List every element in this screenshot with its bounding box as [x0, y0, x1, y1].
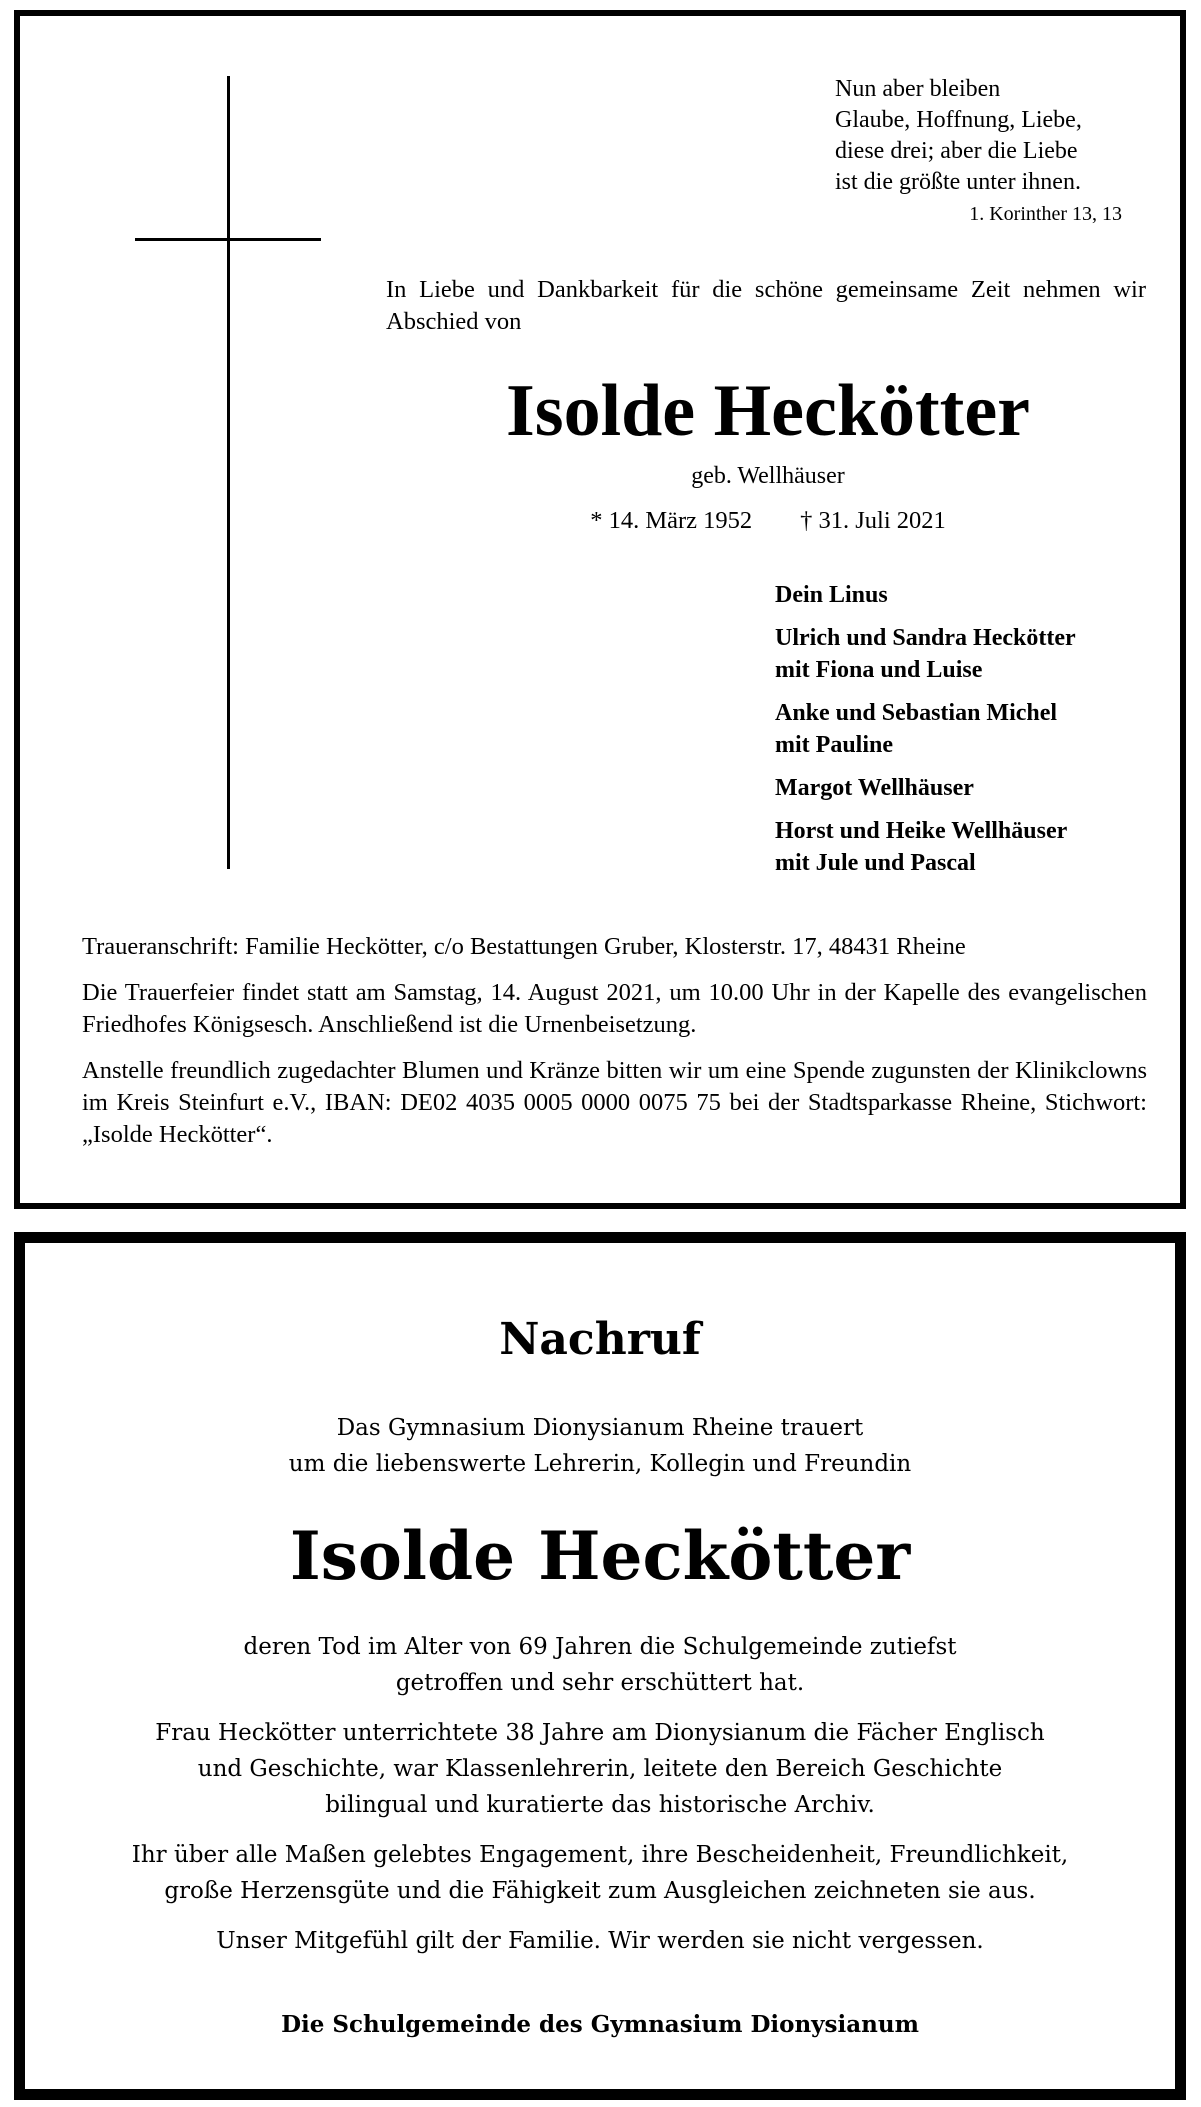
- nachruf-name: Isolde Heckötter: [289, 1517, 911, 1595]
- deceased-name: Isolde Heckötter: [505, 370, 1031, 452]
- dagger-icon: †: [800, 507, 813, 534]
- death-notice: [14, 10, 1186, 1209]
- mourner-line: Anke und Sebastian Michel: [775, 700, 1058, 726]
- nachruf-line: und Geschichte, war Klassenlehrerin, leitete den Bereich Geschichte: [197, 1756, 1003, 1782]
- life-dates: [380, 506, 1156, 536]
- nachruf-line: große Herzensgüte und die Fähigkeit zum Ausgleichen zeichneten sie aus.: [164, 1878, 1036, 1904]
- nachruf-line: Ihr über alle Maßen gelebtes Engagement, ihre Bescheidenheit, Freundlichkeit,: [131, 1842, 1069, 1868]
- mourner-entry: [775, 579, 1155, 611]
- verse-line: diese drei; aber die Liebe: [835, 138, 1078, 164]
- nachruf-paragraph: [85, 1923, 1115, 1959]
- mourner-line: Horst und Heike Wellhäuser: [775, 818, 1068, 844]
- notice-details: [82, 931, 1147, 1165]
- nachruf-paragraph: [85, 1629, 1115, 1701]
- nachruf-signature: Die Schulgemeinde des Gymnasium Dionysianum: [281, 2011, 919, 2038]
- nachruf-line: getroffen und sehr erschüttert hat.: [395, 1670, 805, 1696]
- death-date: 31. Juli 2021: [818, 507, 946, 534]
- verse-reference: 1. Korinther 13, 13: [969, 203, 1122, 225]
- mourner-line: Margot Wellhäuser: [775, 775, 974, 801]
- funeral-info: Die Trauerfeier findet statt am Samstag, 14. August 2021, um 10.00 Uhr in der Kapelle des evangelischen Friedhofes Königsesch. Anschließend ist die Urnenbeisetzung.: [82, 979, 1147, 1038]
- nachruf-body: [85, 1629, 1115, 1973]
- nachruf-paragraph: [85, 1715, 1115, 1823]
- nachruf-title: Nachruf: [499, 1314, 701, 1365]
- verse-line: Nun aber bleiben: [835, 76, 1001, 102]
- condolence-address: Traueranschrift: Familie Heckötter, c/o Bestattungen Gruber, Klosterstr. 17, 48431 Rheine: [82, 933, 966, 960]
- mourner-entry: [775, 772, 1155, 804]
- maiden-name: geb. Wellhäuser: [691, 463, 845, 489]
- verse-line: Glaube, Hoffnung, Liebe,: [835, 107, 1082, 133]
- nachruf-line: deren Tod im Alter von 69 Jahren die Schulgemeinde zutiefst: [243, 1634, 957, 1660]
- nachruf-intro: [25, 1410, 1175, 1482]
- cross-icon-horizontal-bar: [135, 238, 321, 241]
- nachruf-line: bilingual und kuratierte das historische Archiv.: [325, 1792, 875, 1818]
- mourners-list: [775, 579, 1155, 890]
- verse-line: ist die größte unter ihnen.: [835, 169, 1081, 195]
- mourner-entry: [775, 697, 1155, 761]
- mourner-line: Dein Linus: [775, 582, 888, 608]
- nachruf-intro-line: Das Gymnasium Dionysianum Rheine trauert: [336, 1415, 864, 1441]
- mourner-entry: [775, 622, 1155, 686]
- farewell-intro: In Liebe und Dankbarkeit für die schöne gemeinsame Zeit nehmen wir Abschied von: [386, 276, 1146, 335]
- mourner-line: mit Jule und Pascal: [775, 850, 976, 876]
- mourner-line: mit Fiona und Luise: [775, 657, 983, 683]
- nachruf-paragraph: [85, 1837, 1115, 1909]
- nachruf-line: Unser Mitgefühl gilt der Familie. Wir werden sie nicht vergessen.: [216, 1928, 984, 1954]
- cross-icon-vertical-bar: [227, 76, 230, 869]
- donation-info: Anstelle freundlich zugedachter Blumen und Kränze bitten wir um eine Spende zugunsten der Klinikclowns im Kreis Steinfurt e.V., IBAN: DE02 4035 0005 0000 0075 75 bei der Stadtsparkasse Rheine, Stichwort: „Isolde Heckötter“.: [82, 1057, 1147, 1148]
- birth-date: * 14. März 1952: [590, 507, 753, 534]
- mourner-line: Ulrich und Sandra Heckötter: [775, 625, 1076, 651]
- nachruf-line: Frau Heckötter unterrichtete 38 Jahre am Dionysianum die Fächer Englisch: [155, 1720, 1045, 1746]
- nachruf-notice: [14, 1232, 1186, 2100]
- mourner-entry: [775, 815, 1155, 879]
- bible-verse: [835, 74, 1145, 198]
- nachruf-intro-line: um die liebenswerte Lehrerin, Kollegin und Freundin: [288, 1451, 912, 1477]
- mourner-line: mit Pauline: [775, 732, 893, 758]
